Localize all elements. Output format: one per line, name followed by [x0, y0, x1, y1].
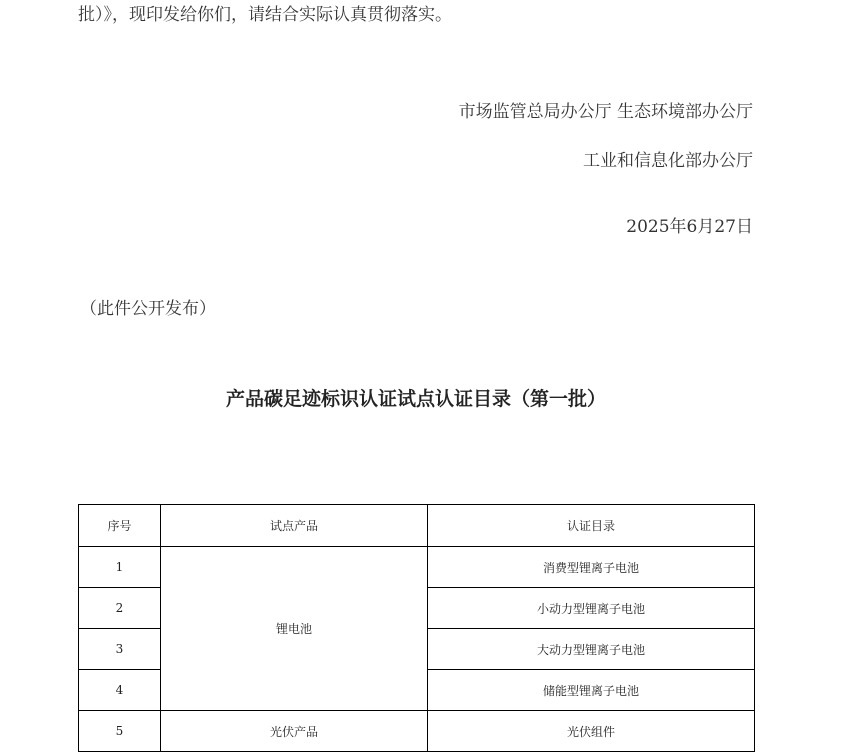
row-no: 4: [79, 670, 161, 711]
signatory-line-1: 市场监管总局办公厅 生态环境部办公厅: [458, 102, 753, 122]
row-no: 1: [79, 547, 161, 588]
row-catalog: 大动力型锂离子电池: [428, 629, 755, 670]
row-product-merged: 锂电池: [161, 547, 428, 711]
row-no: 2: [79, 588, 161, 629]
row-catalog: 光伏组件: [428, 711, 755, 752]
table-row: [79, 547, 755, 588]
header-no: 序号: [79, 505, 161, 547]
header-catalog: 认证目录: [428, 505, 755, 547]
row-catalog: 小动力型锂离子电池: [428, 588, 755, 629]
publish-note: （此件公开发布）: [80, 299, 216, 319]
row-no: 3: [79, 629, 161, 670]
row-product: 光伏产品: [161, 711, 428, 752]
table-header-row: [79, 505, 755, 547]
row-no: 5: [79, 711, 161, 752]
signatory-line-2: 工业和信息化部办公厅: [583, 151, 753, 171]
catalog-title: 产品碳足迹标识认证试点认证目录（第一批）: [225, 388, 606, 410]
row-catalog: 储能型锂离子电池: [428, 670, 755, 711]
header-product: 试点产品: [161, 505, 428, 547]
table-row: [79, 711, 755, 752]
document-date: 2025年6月27日: [626, 217, 753, 237]
row-catalog: 消费型锂离子电池: [428, 547, 755, 588]
catalog-table: [78, 504, 755, 752]
body-text-line: 批）》，现印发给你们，请结合实际认真贯彻落实。: [78, 5, 452, 25]
